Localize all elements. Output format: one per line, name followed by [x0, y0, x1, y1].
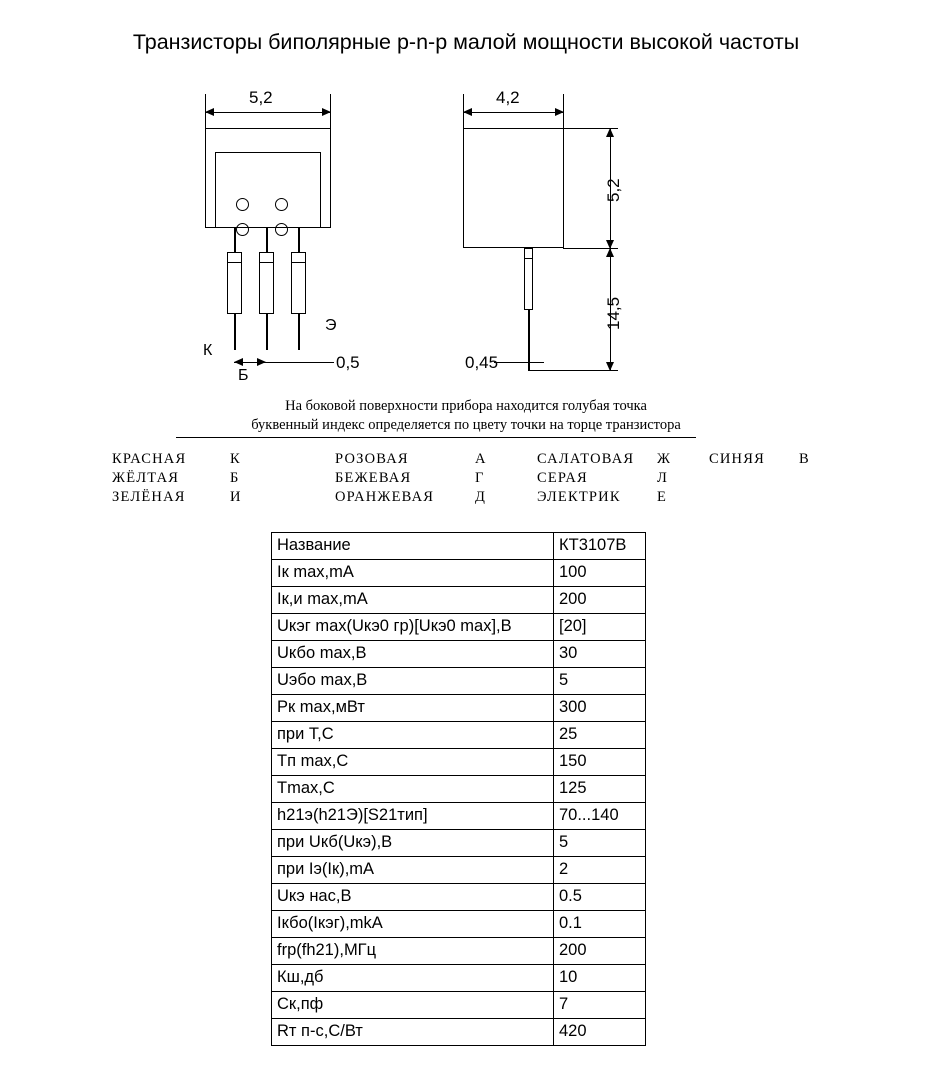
legend-color-code: В [799, 451, 810, 467]
table-row [272, 587, 646, 614]
mounting-hole-4 [275, 198, 288, 211]
legend-color-name: ЖЁЛТАЯ [112, 470, 180, 486]
legend-color-code: Е [657, 489, 668, 505]
legend-color-name: РОЗОВАЯ [335, 451, 409, 467]
legend-color-code [799, 488, 829, 507]
param-name: Uкэг max(Uкэ0 гр)[Uкэ0 max],В [272, 614, 554, 641]
legend-color-code: Б [230, 470, 240, 486]
dim-line-top-right [463, 112, 564, 113]
package-drawing [0, 72, 932, 402]
param-value: 100 [554, 560, 646, 587]
legend-color-name: ЭЛЕКТРИК [537, 489, 621, 505]
param-name: Pк max,мВт [272, 695, 554, 722]
dim-arrow-l-up [606, 248, 614, 257]
param-name: Iк max,mA [272, 560, 554, 587]
dim-label-lead-length: 14,5 [604, 296, 623, 330]
legend-row [112, 488, 829, 507]
legend-color-name: БЕЖЕВАЯ [335, 470, 412, 486]
mounting-hole-1 [236, 223, 249, 236]
table-row [272, 911, 646, 938]
param-value: 150 [554, 749, 646, 776]
lead-e-notch [291, 262, 306, 263]
table-row [272, 776, 646, 803]
page-title: Транзисторы биполярные p-n-p малой мощности высокой частоты [132, 30, 800, 54]
dim-line-pitch [234, 362, 334, 363]
table-row [272, 803, 646, 830]
package-inner-rect [215, 152, 321, 228]
table-row [272, 938, 646, 965]
param-name: при Uкб(Uкэ),В [272, 830, 554, 857]
pin-label-k: К [203, 342, 213, 359]
table-row [272, 857, 646, 884]
table-row [272, 830, 646, 857]
table-row [272, 722, 646, 749]
param-value: 25 [554, 722, 646, 749]
table-row [272, 560, 646, 587]
param-name: Iк,и max,mA [272, 587, 554, 614]
param-value: 420 [554, 1019, 646, 1046]
param-value: 2 [554, 857, 646, 884]
table-row [272, 641, 646, 668]
legend-color-code: К [230, 451, 241, 467]
dim-label-pitch: 0,5 [336, 353, 360, 372]
pin-label-e: Э [325, 317, 337, 334]
legend-color-name: СЕРАЯ [537, 470, 588, 486]
dim-arrow-pitch-left [234, 358, 243, 366]
legend-color-name: ОРАНЖЕВАЯ [335, 489, 435, 505]
param-value: 200 [554, 938, 646, 965]
notes-divider [176, 437, 696, 438]
package-side-edge [563, 128, 564, 248]
legend-color-name [709, 469, 799, 488]
dim-arrow-right [322, 108, 331, 116]
table-row [272, 992, 646, 1019]
param-value: КТ3107В [554, 533, 646, 560]
pin-label-b: Б [238, 367, 249, 384]
param-name: frp(fh21),МГц [272, 938, 554, 965]
dim-label-height: 5,2 [604, 178, 623, 202]
param-value: 125 [554, 776, 646, 803]
param-value: 7 [554, 992, 646, 1019]
table-row [272, 614, 646, 641]
notes-block [0, 398, 932, 434]
legend-color-name [709, 488, 799, 507]
legend-color-name: КРАСНАЯ [112, 451, 187, 467]
table-row [272, 749, 646, 776]
legend-color-name: СИНЯЯ [709, 451, 765, 467]
dim-arrow-right-left [463, 108, 472, 116]
mounting-hole-2 [275, 223, 288, 236]
note-line-1: На боковой поверхности прибора находится голубая точка [285, 398, 647, 414]
legend-row [112, 469, 829, 488]
parameters-table [271, 532, 646, 1046]
table-row [272, 1019, 646, 1046]
legend-color-code: А [475, 451, 487, 467]
dim-line-thickness [494, 362, 544, 363]
param-name: Uкбо max,В [272, 641, 554, 668]
table-row [272, 884, 646, 911]
legend-color-code: Д [475, 489, 487, 505]
legend-color-code: Ж [657, 451, 672, 467]
param-name: Uэбо max,В [272, 668, 554, 695]
param-name: при Iэ(Iк),mA [272, 857, 554, 884]
param-value: 5 [554, 830, 646, 857]
lead-side-notch [524, 258, 533, 259]
table-row [272, 668, 646, 695]
note-line-2: буквенный индекс определяется по цвету точки на торце транзистора [251, 417, 681, 433]
table-row [272, 533, 646, 560]
legend-color-code [799, 469, 829, 488]
param-name: Cк,пф [272, 992, 554, 1019]
dim-arrow-pitch-right [257, 358, 266, 366]
param-name: Uкэ нас,В [272, 884, 554, 911]
param-value: 70...140 [554, 803, 646, 830]
param-name: при T,C [272, 722, 554, 749]
dim-label-width-front: 5,2 [249, 88, 273, 107]
legend-color-name: ЗЕЛЁНАЯ [112, 489, 186, 505]
param-name: Tmax,C [272, 776, 554, 803]
dim-label-width-side: 4,2 [496, 88, 520, 107]
lead-k-notch [227, 262, 242, 263]
legend-color-name: САЛАТОВАЯ [537, 451, 635, 467]
param-value: 0.1 [554, 911, 646, 938]
legend-color-code: И [230, 489, 242, 505]
param-value: 30 [554, 641, 646, 668]
dim-arrow-right-right [555, 108, 564, 116]
dim-label-thickness: 0,45 [465, 353, 499, 372]
param-name: Iкбо(Iкэг),mkA [272, 911, 554, 938]
lead-b-notch [259, 262, 274, 263]
dim-line-top-left [205, 112, 331, 113]
param-name: Название [272, 533, 554, 560]
legend-color-code: Г [475, 470, 485, 486]
param-value: 5 [554, 668, 646, 695]
param-name: Кш,дб [272, 965, 554, 992]
param-value: 200 [554, 587, 646, 614]
legend-row [112, 450, 829, 469]
package-body-side [463, 128, 564, 248]
param-name: Rт п-с,C/Вт [272, 1019, 554, 1046]
param-value: 0.5 [554, 884, 646, 911]
param-name: h21э(h21Э)[S21тип] [272, 803, 554, 830]
table-row [272, 695, 646, 722]
table-row [272, 965, 646, 992]
param-value: 10 [554, 965, 646, 992]
color-code-legend [112, 450, 829, 507]
param-value: [20] [554, 614, 646, 641]
mounting-hole-3 [236, 198, 249, 211]
dim-ext-h-top [563, 128, 618, 129]
param-value: 300 [554, 695, 646, 722]
dim-arrow-left [205, 108, 214, 116]
dim-ext-l-bottom [528, 370, 618, 371]
dim-arrow-h-up [606, 128, 614, 137]
param-name: Tп max,C [272, 749, 554, 776]
legend-color-code: Л [657, 470, 669, 486]
